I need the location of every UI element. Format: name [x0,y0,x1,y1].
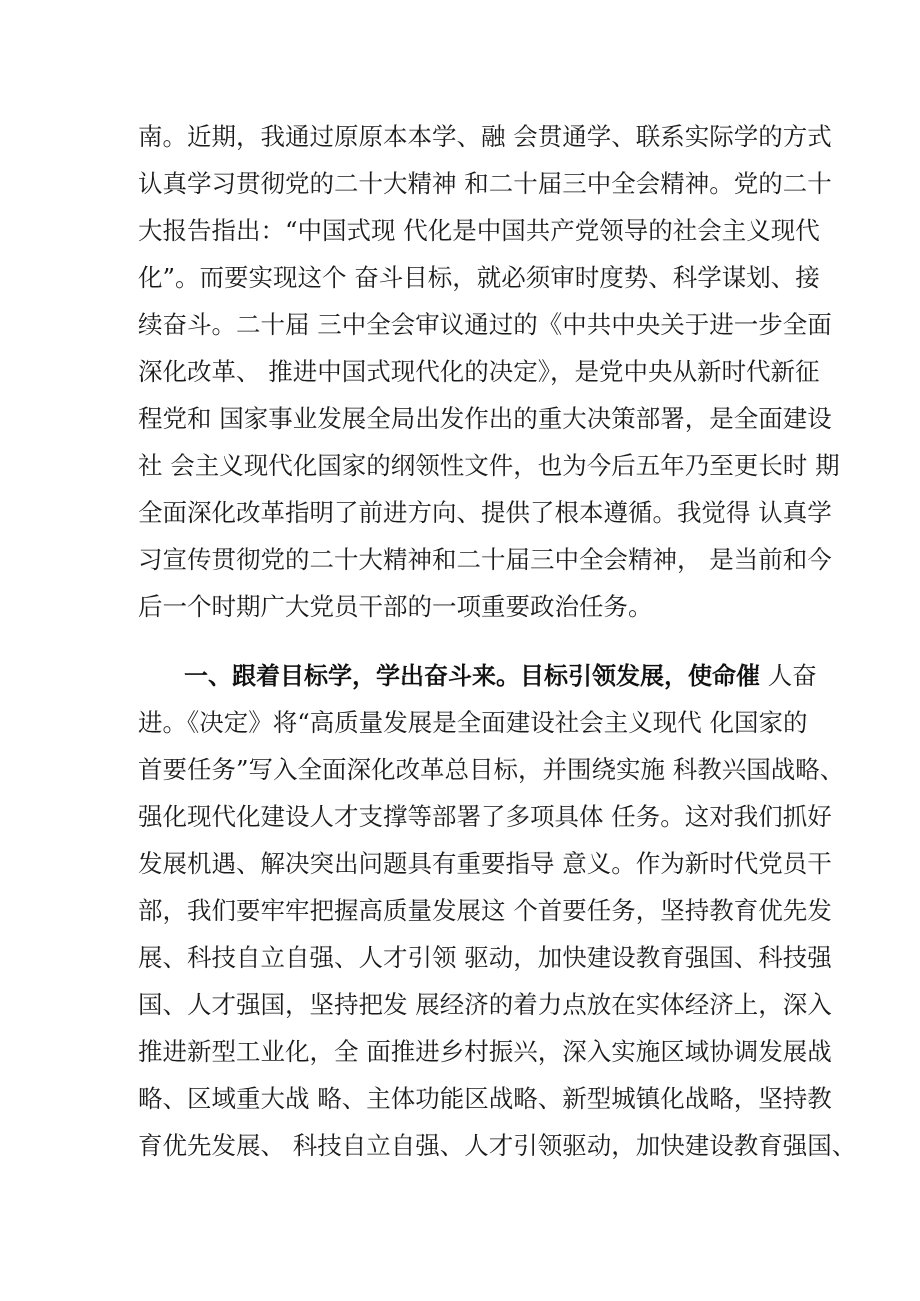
text-line: 展、科技自立自强、人才引领 驱动，加快建设教育强国、科技强 [138,943,832,972]
text-line: 习宣传贯彻党的二十大精神和二十届三中全会精神， 是当前和今 [138,545,832,574]
section-heading-line [138,652,817,699]
section-heading: 一、跟着目标学，学出奋斗来。目标引领发展，使命催 [184,662,760,690]
text-line: 略、区域重大战 略、主体功能区战略、新型城镇化战略，坚持教 [138,1084,832,1113]
text-line: 大报告指出：“中国式现 代化是中国共产党领导的社会主义现代 [138,216,820,245]
text-line: 社 会主义现代化国家的纲领性文件，也为今后五年乃至更长时 期 [138,451,840,480]
text-line: 部，我们要牢牢把握高质量发展这 个首要任务，坚持教育优先发 [138,896,832,925]
text-line: 续奋斗。二十届 三中全会审议通过的《中共中央关于进一步全面 [138,310,832,339]
text-line: 化”。而要实现这个 奋斗目标，就必须审时度势、科学谋划、接 [138,263,820,292]
text-line: 进。《决定》将“高质量发展是全面建设社会主义现代 化国家的 [138,708,808,737]
document-body [138,113,857,1169]
heading-line-rest: 人奋 [760,661,817,690]
text-line: 深化改革、 推进中国式现代化的决定》，是党中央从新时代新征 [138,357,820,386]
text-line: 南。近期，我通过原原本本学、融 会贯通学、联系实际学的方式 [138,122,832,151]
text-line: 强化现代化建设人才支撑等部署了多项具体 任务。这对我们抓好 [138,802,832,831]
text-line: 国、人才强国，坚持把发 展经济的着力点放在实体经济上，深入 [138,990,832,1019]
text-line: 育优先发展、 科技自立自强、人才引领驱动，加快建设教育强国、 [138,1131,857,1160]
paragraph-goal-section [138,652,857,1169]
text-line: 程党和 国家事业发展全局出发作出的重大决策部署，是全面建设 [138,404,832,433]
text-line: 全面深化改革指明了前进方向、提供了根本遵循。我觉得 认真学 [138,498,832,527]
text-line: 发展机遇、解决突出问题具有重要指导 意义。作为新时代党员干 [138,849,832,878]
text-line: 首要任务”写入全面深化改革总目标，并围绕实施 科教兴国战略、 [138,755,845,784]
text-line: 认真学习贯彻党的二十大精神 和二十届三中全会精神。党的二十 [138,169,832,198]
paragraph-study-summary [138,113,840,630]
paragraph-spacer [138,630,794,652]
text-line: 推进新型工业化，全 面推进乡村振兴，深入实施区域协调发展战 [138,1037,832,1066]
text-line: 后一个时期广大党员干部的一项重要政治任务。 [138,592,653,621]
